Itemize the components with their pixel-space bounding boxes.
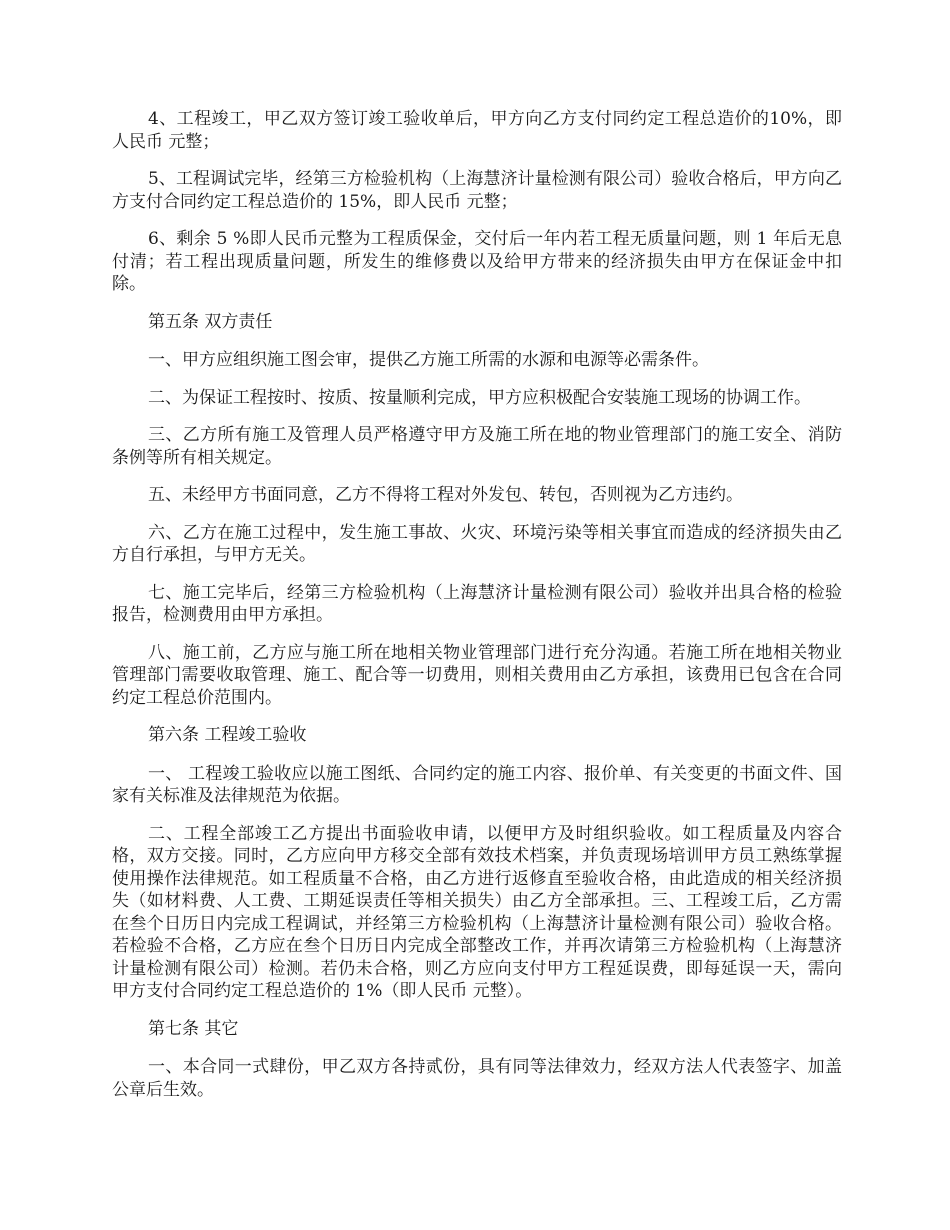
article-6-item-1: 一、 工程竣工验收应以施工图纸、合同约定的施工内容、报价单、有关变更的书面文件、国家有关标准及法律规范为依据。 xyxy=(112,763,842,806)
clause-payment-6: 6、剩余 5 %即人民币元整为工程质保金，交付后一年内若工程无质量问题，则 1 年后无息付清；若工程出现质量问题，所发生的维修费以及给甲方带来的经济损失由甲方在保证金中扣除。 xyxy=(112,229,842,294)
article-7-heading: 第七条 其它 xyxy=(148,1018,239,1039)
article-5-item-6: 六、乙方在施工过程中，发生施工事故、火灾、环境污染等相关事宜而造成的经济损失由乙方自行承担，与甲方无关。 xyxy=(112,522,842,565)
article-5-item-1: 一、甲方应组织施工图会审，提供乙方施工所需的水源和电源等必需条件。 xyxy=(148,350,709,370)
article-5-heading: 第五条 双方责任 xyxy=(148,311,273,332)
clause-payment-5: 5、工程调试完毕，经第三方检验机构（上海慧济计量检测有限公司）验收合格后，甲方向乙方支付合同约定工程总造价的 15%，即人民币 元整； xyxy=(112,169,842,212)
clause-payment-4: 4、工程竣工，甲乙双方签订竣工验收单后，甲方向乙方支付同约定工程总造价的10%，即人民币 元整； xyxy=(112,109,842,152)
article-5-item-8: 八、施工前，乙方应与施工所在地相关物业管理部门进行充分沟通。若施工所在地相关物业管理部门需要收取管理、施工、配合等一切费用，则相关费用由乙方承担，该费用已包含在合同约定工程总价范围内。 xyxy=(112,642,842,708)
article-5-item-7: 七、施工完毕后，经第三方检验机构（上海慧济计量检测有限公司）验收并出具合格的检验报告，检测费用由甲方承担。 xyxy=(112,582,842,625)
article-5-item-2: 二、为保证工程按时、按质、按量顺利完成，甲方应积极配合安装施工现场的协调工作。 xyxy=(148,387,811,408)
document-body xyxy=(112,108,842,1116)
article-6-item-2-3: 二、工程全部竣工乙方提出书面验收申请，以便甲方及时组织验收。如工程质量及内容合格，双方交接。同时，乙方应向甲方移交全部有效技术档案，并负责现场培训甲方员工熟练掌握使用操作法律规范。如工程质量不合格，由乙方进行返修直至验收合格，由此造成的相关经济损失（如材料费、人工费、工期延误责任等相关损失）由乙方全部承担。三、工程竣工后，乙方需在叁个日历日内完成工程调试，并经第三方检验机构（上海慧济计量检测有限公司）验收合格。若检验不合格，乙方应在叁个日历日内完成全部整改工作，并再次请第三方检验机构（上海慧济计量检测有限公司）检测。若仍未合格，则乙方应向支付甲方工程延误费，即每延误一天，需向甲方支付合同约定工程总造价的 1%（即人民币 元整）。 xyxy=(112,823,842,1001)
article-5-item-3: 三、乙方所有施工及管理人员严格遵守甲方及施工所在地的物业管理部门的施工安全、消防条例等所有相关规定。 xyxy=(112,425,842,468)
article-7-item-1: 一、本合同一式肆份，甲乙双方各持贰份，具有同等法律效力，经双方法人代表签字、加盖公章后生效。 xyxy=(112,1057,842,1100)
article-5-item-5: 五、未经甲方书面同意，乙方不得将工程对外发包、转包，否则视为乙方违约。 xyxy=(148,485,743,505)
article-6-heading: 第六条 工程竣工验收 xyxy=(148,725,307,745)
